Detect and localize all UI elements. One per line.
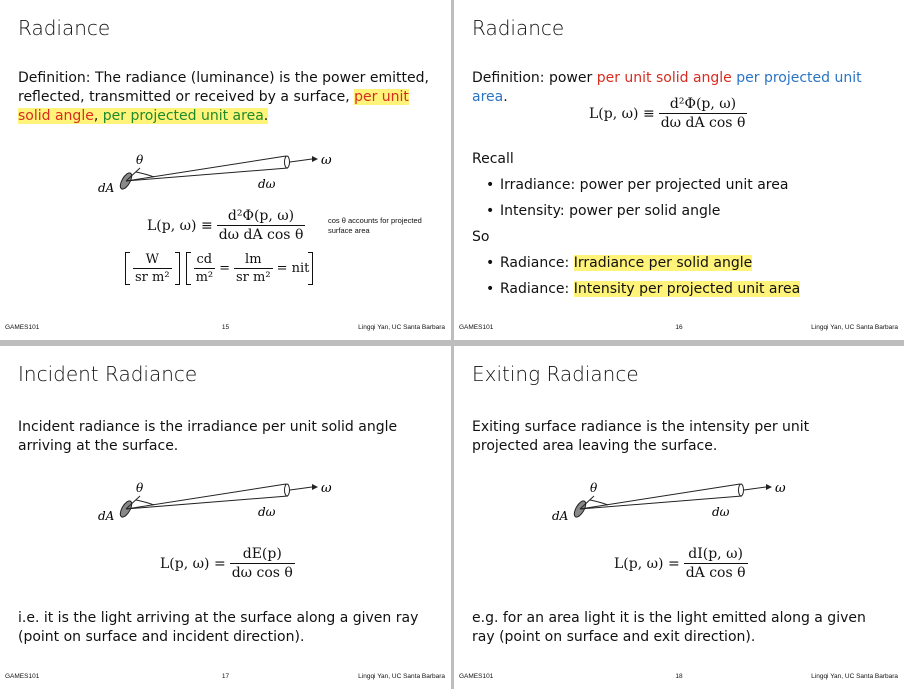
domega-label: dω xyxy=(258,177,276,191)
footer-page-number: 16 xyxy=(675,324,683,331)
definition-prefix: Definition: power xyxy=(472,70,597,86)
footer-course: GAMES101 xyxy=(5,324,40,331)
slide-title: Radiance xyxy=(472,16,565,40)
definition-prefix: Definition: The radiance (luminance) is the power emitted, reflected, transmitted or received by a surface, xyxy=(18,70,429,105)
equation-lhs: L(p, ω) = xyxy=(614,555,680,572)
unit-nit: = nit xyxy=(276,261,310,276)
dA-label: dA xyxy=(98,509,115,523)
unit-candela: cd xyxy=(196,252,213,267)
slide-title: Exiting Radiance xyxy=(472,362,639,386)
footer-author: Lingqi Yan, UC Santa Barbara xyxy=(811,324,898,331)
bottom-text xyxy=(18,609,428,647)
equation-denominator: dω dA cos θ xyxy=(660,115,746,131)
footer-page-number: 15 xyxy=(221,324,230,331)
unit-lumen: lm xyxy=(245,252,262,267)
highlight-per-unit-solid-angle: per unit solid angle xyxy=(18,89,409,124)
definition-paragraph: Exiting surface radiance is the intensity per unit projected area leaving the surface. xyxy=(472,419,810,454)
slide-footer xyxy=(0,324,451,334)
radiance-diagram xyxy=(544,476,794,526)
theta-label: θ xyxy=(590,481,598,495)
slide-15 xyxy=(0,0,451,340)
list-item: • Irradiance: power per projected unit area xyxy=(472,172,892,198)
unit-m2: m² xyxy=(195,270,214,285)
radiance-diagram xyxy=(90,148,340,198)
unit-equals: = xyxy=(219,261,231,276)
cos-theta-note: cos θ accounts for projected surface area xyxy=(328,216,422,235)
slide-title: Radiance xyxy=(18,16,111,40)
radiance-prefix: Radiance: xyxy=(500,281,574,297)
slide-footer xyxy=(0,673,451,683)
slide-title: Incident Radiance xyxy=(18,362,198,386)
unit-watt: W xyxy=(145,252,159,267)
equation-numerator: dE(p) xyxy=(242,546,282,562)
definition-text xyxy=(18,418,418,456)
units-equation xyxy=(122,252,316,285)
footer-author: Lingqi Yan, UC Santa Barbara xyxy=(811,673,898,680)
so-heading: So xyxy=(472,229,490,245)
bottom-paragraph: e.g. for an area light it is the light emitted along a given ray (point on surface and exit direction). xyxy=(472,610,866,645)
incident-radiance-equation xyxy=(160,546,299,581)
radiance-prefix: Radiance: xyxy=(500,255,574,271)
highlight-intensity-per-projected-unit-area: Intensity per projected unit area xyxy=(573,281,801,297)
slide-16 xyxy=(454,0,904,340)
footer-page-number: 17 xyxy=(221,673,230,680)
radiance-equation xyxy=(589,96,751,131)
so-list xyxy=(472,250,892,302)
equation-denominator: dA cos θ xyxy=(685,565,746,581)
footer-author: Lingqi Yan, UC Santa Barbara xyxy=(358,673,445,680)
bottom-text xyxy=(472,609,882,647)
footer-page-number: 18 xyxy=(675,673,683,680)
list-item xyxy=(472,276,892,302)
slide-18 xyxy=(454,346,904,689)
definition-period: . xyxy=(503,89,508,105)
equation-denominator: dω cos θ xyxy=(231,565,293,581)
omega-label: ω xyxy=(321,153,332,168)
equation-numerator: d²Φ(p, ω) xyxy=(227,208,295,224)
highlight-period: . xyxy=(263,108,269,124)
footer-course: GAMES101 xyxy=(5,673,40,680)
definition-paragraph: Incident radiance is the irradiance per unit solid angle arriving at the surface. xyxy=(18,419,398,454)
highlight-comma: , xyxy=(93,108,103,124)
slide-17 xyxy=(0,346,451,689)
footer-course: GAMES101 xyxy=(459,324,494,331)
unit-sr-m2-2: sr m² xyxy=(236,270,271,285)
domega-label: dω xyxy=(712,505,730,519)
theta-label: θ xyxy=(136,481,144,495)
equation-numerator: d²Φ(p, ω) xyxy=(669,96,737,112)
bottom-paragraph: i.e. it is the light arriving at the surface along a given ray (point on surface and incident direction). xyxy=(18,610,419,645)
equation-numerator: dI(p, ω) xyxy=(688,546,743,562)
highlight-per-projected-unit-area: per projected unit area xyxy=(102,108,264,124)
definition-text xyxy=(472,418,877,456)
highlight-irradiance-per-solid-angle: Irradiance per solid angle xyxy=(573,255,753,271)
slide-footer xyxy=(454,673,904,683)
dA-label: dA xyxy=(552,509,569,523)
radiance-diagram xyxy=(90,476,340,526)
domega-label: dω xyxy=(258,505,276,519)
omega-label: ω xyxy=(321,481,332,496)
slide-footer xyxy=(454,324,904,334)
footer-author: Lingqi Yan, UC Santa Barbara xyxy=(358,324,445,331)
recall-list xyxy=(472,172,892,224)
omega-label: ω xyxy=(775,481,786,496)
equation-lhs: L(p, ω) = xyxy=(160,555,226,572)
radiance-equation xyxy=(147,208,309,243)
equation-denominator: dω dA cos θ xyxy=(218,227,304,243)
footer-course: GAMES101 xyxy=(459,673,494,680)
list-item xyxy=(472,250,892,276)
exiting-radiance-equation xyxy=(614,546,752,581)
equation-lhs: L(p, ω) ≡ xyxy=(589,105,655,122)
definition-text xyxy=(18,69,438,126)
recall-heading: Recall xyxy=(472,151,514,167)
per-unit-solid-angle: per unit solid angle xyxy=(596,70,732,86)
theta-label: θ xyxy=(136,153,144,167)
unit-sr-m2: sr m² xyxy=(135,270,170,285)
per-projected-unit-area: per projected unit area xyxy=(472,70,862,105)
equation-lhs: L(p, ω) ≡ xyxy=(147,217,213,234)
recall-section xyxy=(472,146,892,302)
list-item: • Intensity: power per solid angle xyxy=(472,198,892,224)
dA-label: dA xyxy=(98,181,115,195)
